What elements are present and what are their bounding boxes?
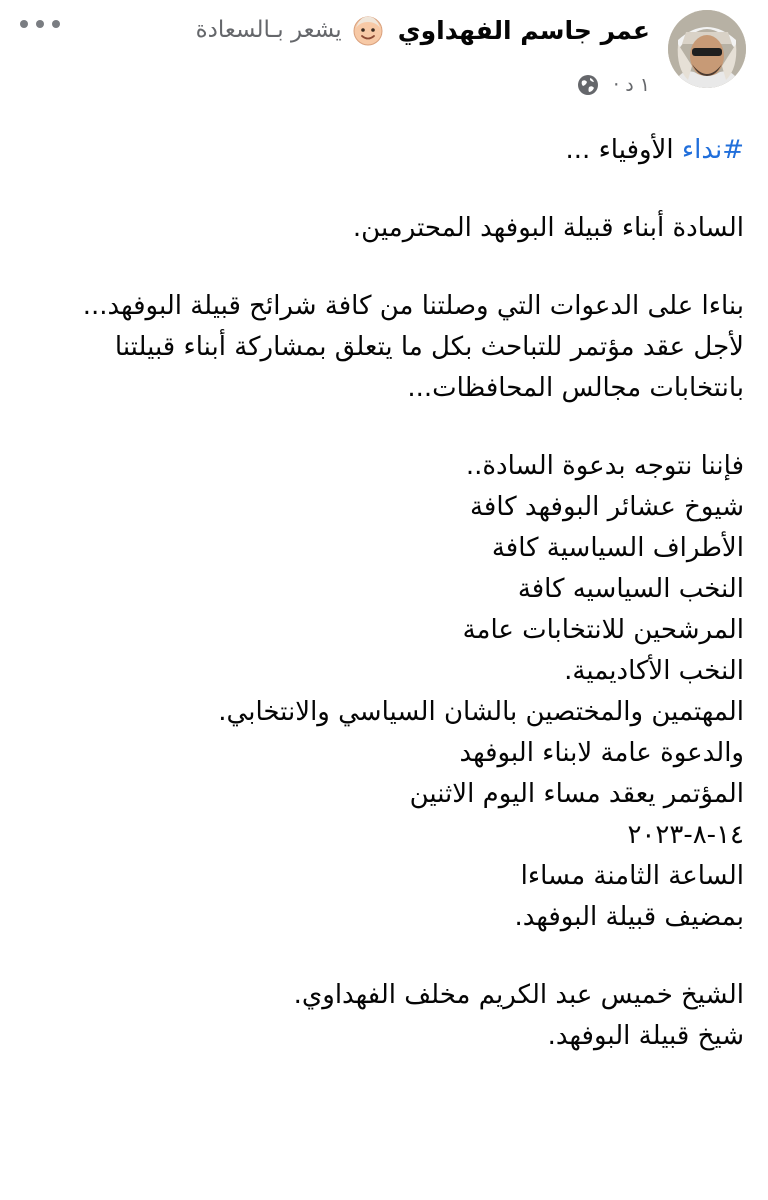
invite-line: والدعوة عامة لابناء البوفهد	[459, 738, 744, 768]
invite-line: ١٤-٨-٢٠٢٣	[627, 820, 744, 850]
hashtag-link[interactable]: #نداء	[681, 135, 744, 165]
post-text	[24, 130, 744, 1057]
hashtag-line	[24, 130, 744, 171]
invite-line: المرشحين للانتخابات عامة	[462, 615, 744, 645]
intro-line: بناءا على الدعوات التي وصلتنا من كافة شرائح قبيلة البوفهد...	[82, 291, 744, 321]
greeting-line: السادة أبناء قبيلة البوفهد المحترمين.	[352, 213, 744, 243]
intro-line: بانتخابات مجالس المحافظات...	[407, 373, 744, 403]
invite-line: شيوخ عشائر البوفهد كافة	[469, 492, 744, 522]
invite-line: بمضيف قبيلة البوفهد.	[514, 902, 744, 932]
smiling-face-icon	[352, 14, 384, 46]
author-avatar[interactable]	[668, 10, 746, 88]
invite-line: النخب السياسيه كافة	[517, 574, 744, 604]
signature-line: شيخ قبيلة البوفهد.	[547, 1021, 744, 1051]
globe-icon[interactable]	[577, 74, 599, 96]
invite-line: المؤتمر يعقد مساء اليوم الاثنين	[409, 779, 744, 809]
author-name[interactable]: عمر جاسم الفهداوي	[397, 15, 650, 45]
invite-line: الأطراف السياسية كافة	[491, 533, 744, 563]
invite-line: فإننا نتوجه بدعوة السادة..	[465, 451, 744, 481]
intro-line: لأجل عقد مؤتمر للتباحث بكل ما يتعلق بمشاركة أبناء قبيلتنا	[114, 332, 744, 362]
more-options-icon[interactable]	[20, 12, 60, 36]
post-meta	[577, 74, 650, 96]
meta-separator: ·	[613, 74, 620, 96]
post-author-line	[196, 14, 650, 46]
post-header	[0, 0, 768, 110]
feeling-text[interactable]: يشعر بـالسعادة	[195, 17, 342, 43]
hashtag-line-text: الأوفياء ...	[565, 135, 682, 165]
invite-line: الساعة الثامنة مساءا	[520, 861, 744, 891]
invite-line: النخب الأكاديمية.	[564, 656, 744, 686]
post-timestamp[interactable]: ١ د	[625, 74, 650, 96]
invite-line: المهتمين والمختصين بالشان السياسي والانتخابي.	[218, 697, 744, 727]
signature-line: الشيخ خميس عبد الكريم مخلف الفهداوي.	[293, 980, 744, 1010]
